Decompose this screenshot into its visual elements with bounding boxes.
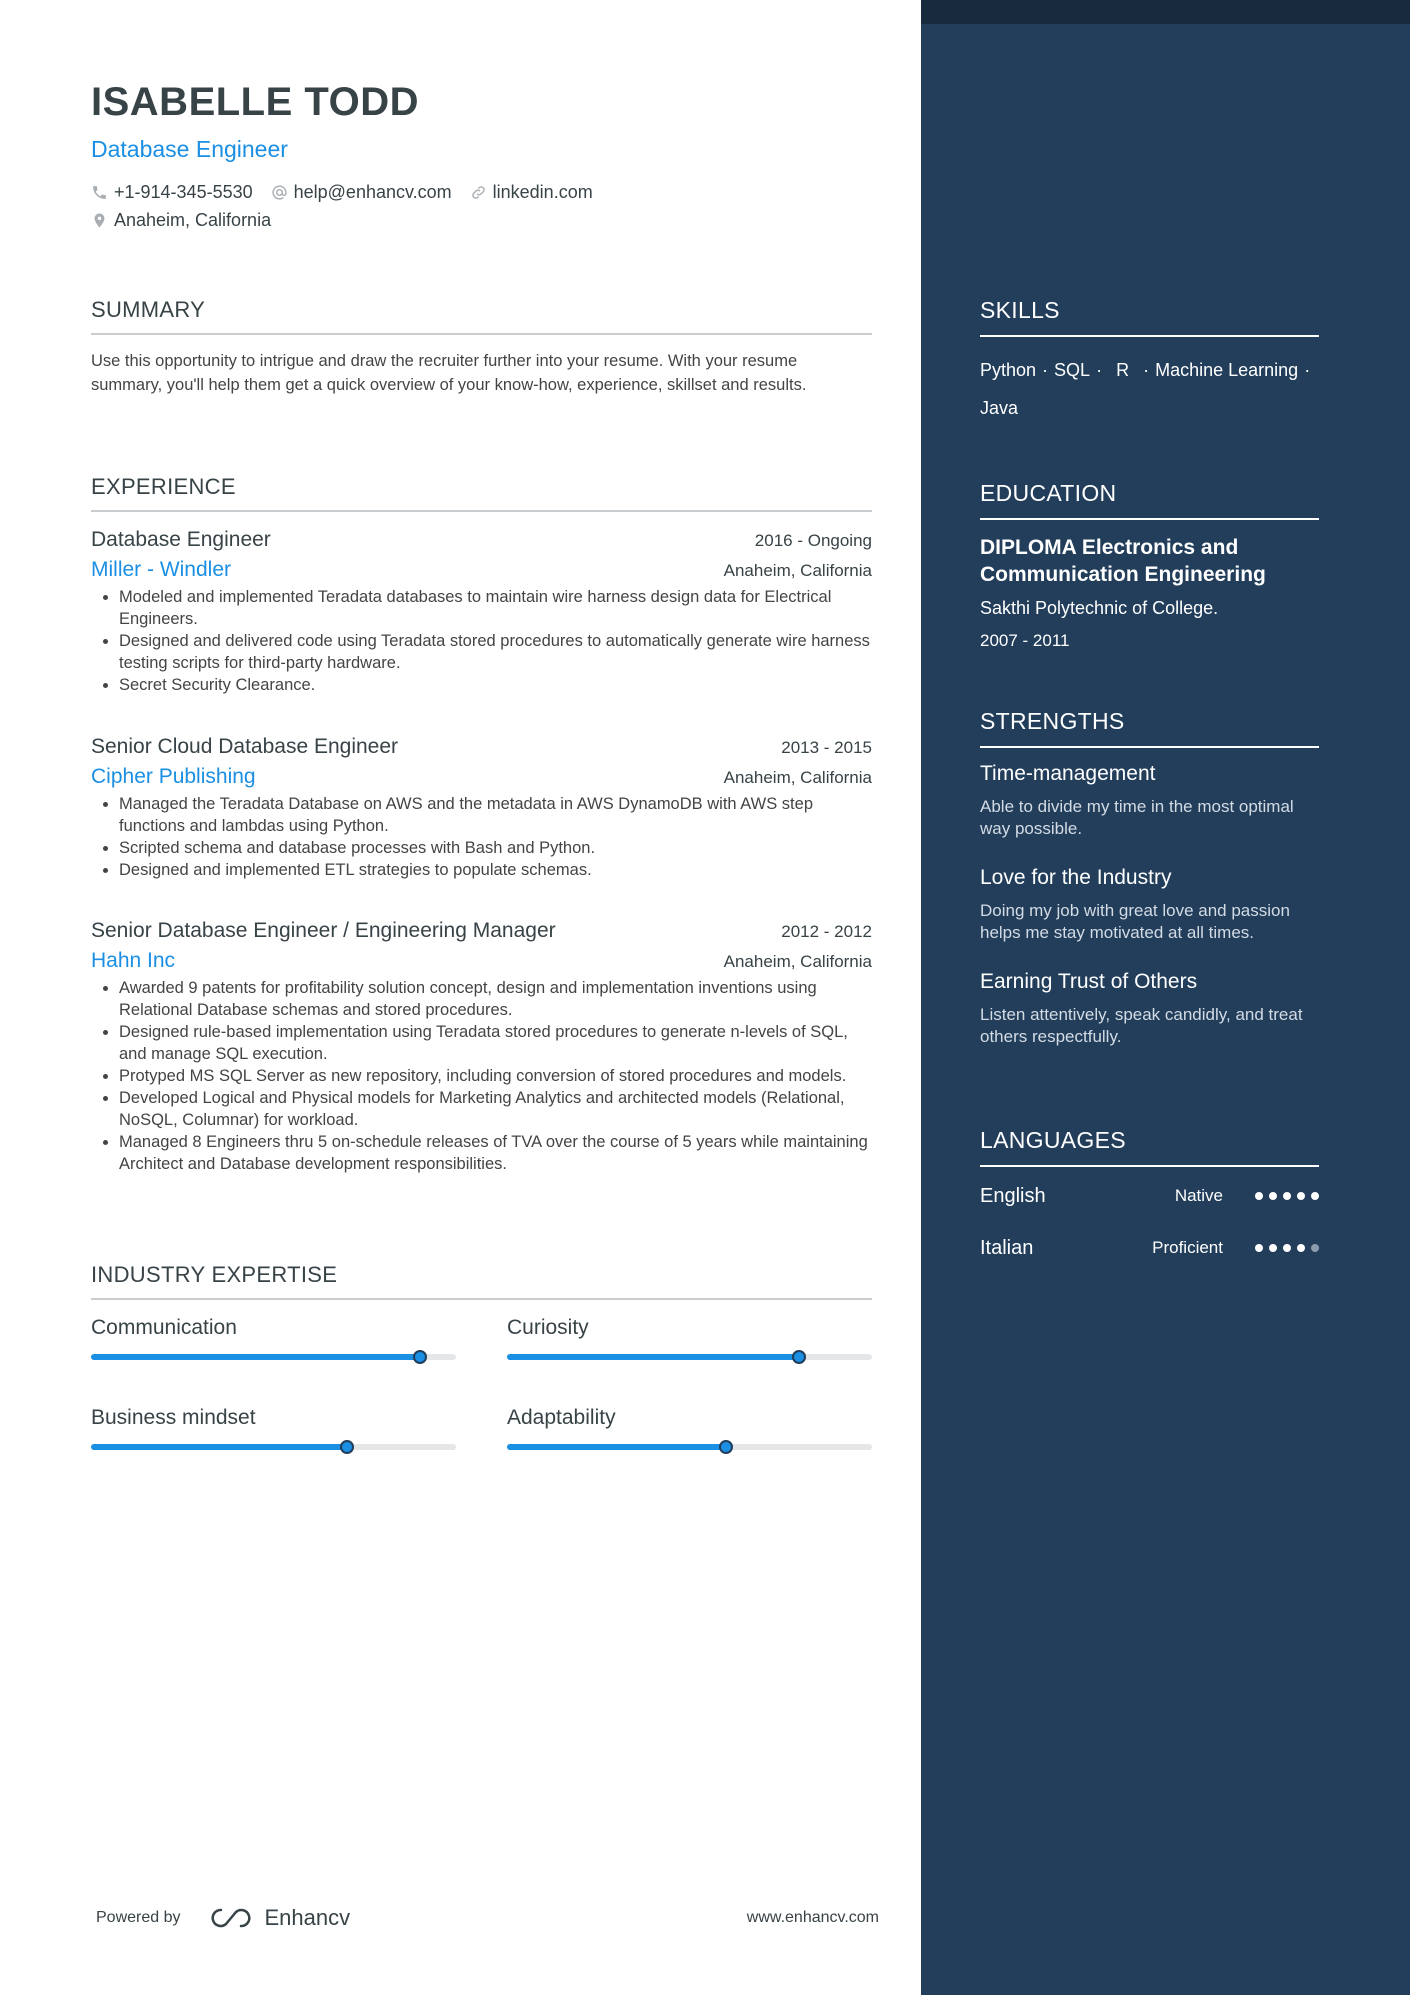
job-bullets [91, 977, 872, 1175]
skill-item: SQL [1054, 360, 1091, 380]
candidate-name: ISABELLE TODD [91, 80, 420, 124]
strength-title: Love for the Industry [980, 866, 1172, 889]
education-section [980, 480, 1319, 651]
language-row [980, 1233, 1319, 1263]
expertise-bar [91, 1354, 456, 1360]
expertise-bar [507, 1444, 872, 1450]
powered-by [96, 1905, 350, 1931]
strength-desc: Able to divide my time in the most optimal way possible. [980, 797, 1294, 838]
phone-text: +1-914-345-5530 [114, 182, 253, 202]
email-text[interactable]: help@enhancv.com [293, 182, 452, 202]
job-dates: 2012 - 2012 [781, 922, 872, 941]
expertise-bar-fill [507, 1354, 799, 1360]
company-name: Miller - Windler [91, 558, 232, 581]
job-entry [91, 919, 872, 1175]
strength-desc: Doing my job with great love and passion helps me stay motivated at all times. [980, 901, 1290, 942]
language-rating [1255, 1244, 1319, 1252]
candidate-role: Database Engineer [91, 136, 288, 162]
rating-dot-filled [1255, 1192, 1263, 1200]
strength-title: Time-management [980, 762, 1156, 785]
rating-dot-filled [1269, 1244, 1277, 1252]
expertise-item [91, 1316, 456, 1360]
job-entry [91, 528, 872, 696]
job-bullet: • Secret Security Clearance. [119, 674, 872, 696]
expertise-item [91, 1406, 456, 1450]
footer-site-link[interactable]: www.enhancv.com [746, 1909, 879, 1926]
language-name: English [980, 1184, 1046, 1207]
job-bullet: • Protyped MS SQL Server as new repository, including conversion of stored procedures and models. [119, 1065, 872, 1087]
education-degree: DIPLOMA Electronics and Communication Engineering [980, 536, 1266, 586]
language-rating [1255, 1192, 1319, 1200]
language-level: Proficient [1152, 1238, 1223, 1257]
job-location: Anaheim, California [723, 561, 872, 580]
brand-name: Enhancv [264, 1905, 351, 1930]
expertise-label: Communication [91, 1316, 237, 1339]
job-bullet: • Scripted schema and database processes with Bash and Python. [119, 837, 872, 859]
languages-heading: LANGUAGES [980, 1127, 1319, 1167]
linkedin-text[interactable]: linkedin.com [492, 182, 593, 202]
email-item[interactable] [271, 182, 452, 203]
expertise-item [507, 1406, 872, 1450]
strengths-heading: STRENGTHS [980, 708, 1319, 748]
expertise-bar-knob [340, 1440, 354, 1454]
summary-heading: SUMMARY [91, 297, 872, 335]
sidebar-top-bar [921, 0, 1410, 24]
expertise-bar [91, 1444, 456, 1450]
location-text: Anaheim, California [114, 210, 272, 230]
expertise-label: Business mindset [91, 1406, 256, 1429]
expertise-bar-fill [507, 1444, 726, 1450]
job-bullet: • Designed rule-based implementation using Teradata stored procedures to generate n-levels of SQL, and manage SQL execution. [119, 1021, 872, 1065]
skill-item: Java [980, 398, 1019, 418]
phone-item [91, 182, 253, 203]
rating-dot-filled [1297, 1244, 1305, 1252]
job-bullets [91, 586, 872, 696]
job-bullet: • Designed and delivered code using Teradata stored procedures to automatically generate wire harness testing scripts for third-party hardware. [119, 630, 872, 674]
expertise-label: Curiosity [507, 1316, 589, 1339]
job-bullet: • Managed 8 Engineers thru 5 on-schedule releases of TVA over the course of 5 years while maintaining Architect and Database development responsibilities. [119, 1131, 872, 1175]
languages-section [980, 1127, 1319, 1285]
rating-dot-empty [1311, 1244, 1319, 1252]
strengths-section [980, 708, 1319, 1048]
job-title: Senior Database Engineer / Engineering Manager [91, 919, 556, 942]
rating-dot-filled [1283, 1192, 1291, 1200]
job-bullet: • Modeled and implemented Teradata databases to maintain wire harness design data for Electrical Engineers. [119, 586, 872, 630]
summary-section [91, 297, 872, 397]
rating-dot-filled [1311, 1192, 1319, 1200]
expertise-bar [507, 1354, 872, 1360]
job-title: Database Engineer [91, 528, 271, 551]
rating-dot-filled [1297, 1192, 1305, 1200]
language-row [980, 1181, 1319, 1211]
summary-text: Use this opportunity to intrigue and draw the recruiter further into your resume. With your resume summary, you'll help them get a quick overview of your know-how, experience, skillset and results. [91, 352, 807, 394]
company-name: Cipher Publishing [91, 765, 256, 788]
expertise-bar-fill [91, 1444, 347, 1450]
language-name: Italian [980, 1236, 1034, 1259]
job-location: Anaheim, California [723, 952, 872, 971]
strength-desc: Listen attentively, speak candidly, and treat others respectfully. [980, 1005, 1303, 1046]
skill-item: Machine Learning [1155, 360, 1299, 380]
contact-row [91, 182, 611, 203]
rating-dot-filled [1269, 1192, 1277, 1200]
education-dates: 2007 - 2011 [980, 631, 1070, 650]
brand-logo[interactable] [207, 1905, 351, 1931]
job-title: Senior Cloud Database Engineer [91, 735, 399, 758]
skill-item: R [1116, 360, 1130, 380]
enhancv-logo-icon [207, 1906, 255, 1930]
link-icon [470, 184, 487, 201]
job-bullet: • Developed Logical and Physical models for Marketing Analytics and architected models (Relational, NoSQL, Columnar) for workload. [119, 1087, 872, 1131]
phone-icon [91, 184, 108, 201]
skills-heading: SKILLS [980, 297, 1319, 337]
powered-by-text: Powered by [96, 1909, 181, 1926]
sidebar [921, 0, 1410, 1995]
skills-list: Python · SQL · R · Machine Learning · Java [980, 360, 1311, 418]
language-level: Native [1174, 1186, 1223, 1205]
skills-section [980, 297, 1319, 427]
footer [96, 1905, 879, 1931]
expertise-bar-fill [91, 1354, 420, 1360]
expertise-bar-knob [792, 1350, 806, 1364]
rating-dot-filled [1255, 1244, 1263, 1252]
expertise-section [91, 1262, 872, 1300]
education-heading: EDUCATION [980, 480, 1319, 520]
skill-item: Python [980, 360, 1037, 380]
job-dates: 2016 - Ongoing [754, 531, 872, 550]
job-entry [91, 735, 872, 881]
linkedin-item[interactable] [470, 182, 593, 203]
expertise-label: Adaptability [507, 1406, 616, 1429]
expertise-item [507, 1316, 872, 1360]
location-pin-icon [91, 212, 108, 229]
location-row [91, 210, 289, 231]
strength-title: Earning Trust of Others [980, 970, 1198, 993]
rating-dot-filled [1283, 1244, 1291, 1252]
at-icon [271, 184, 288, 201]
location-item [91, 210, 271, 231]
expertise-bar-knob [719, 1440, 733, 1454]
job-bullet: • Awarded 9 patents for profitability solution concept, design and implementation inventions using Relational Database schemas and stored procedures. [119, 977, 872, 1021]
job-bullet: • Designed and implemented ETL strategies to populate schemas. [119, 859, 872, 881]
job-bullet: • Managed the Teradata Database on AWS and the metadata in AWS DynamoDB with AWS step functions and lambdas using Python. [119, 793, 872, 837]
education-school: Sakthi Polytechnic of College. [980, 598, 1219, 618]
expertise-bar-knob [413, 1350, 427, 1364]
job-location: Anaheim, California [723, 768, 872, 787]
job-dates: 2013 - 2015 [781, 738, 872, 757]
expertise-heading: INDUSTRY EXPERTISE [91, 1262, 872, 1300]
experience-heading: EXPERIENCE [91, 474, 872, 512]
experience-section [91, 474, 872, 512]
job-bullets [91, 793, 872, 881]
company-name: Hahn Inc [91, 949, 176, 972]
